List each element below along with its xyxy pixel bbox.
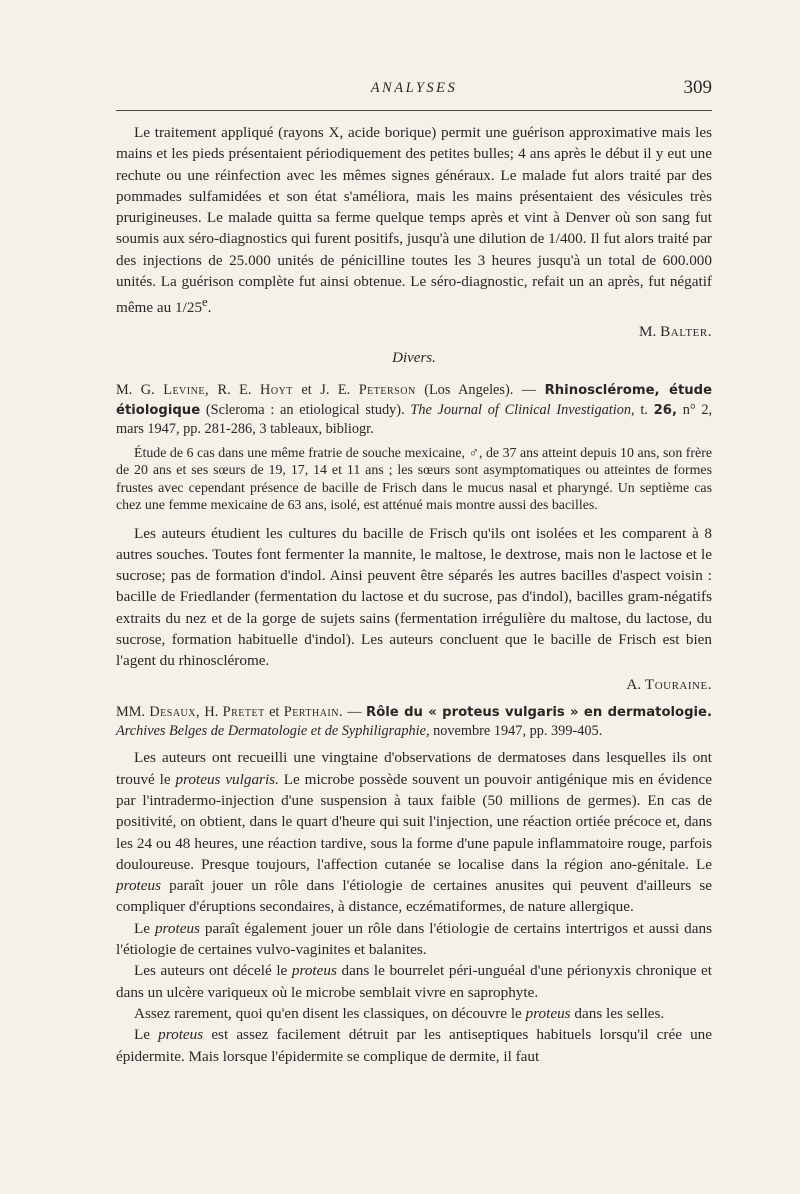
volume-number: 26, (653, 402, 677, 418)
author-name: Pretet (222, 703, 265, 720)
text-run: dans les selles. (574, 1004, 665, 1022)
article1-signature (116, 321, 712, 342)
article1-paragraph (116, 122, 712, 319)
text-run: paraît jouer un rôle dans l'étiologie de certaines anusites qui peuvent d'ailleurs se compliquer d'éruptions secondaires, à distance, eczématiformes, de nature allergique. (116, 877, 712, 916)
issue-details: novembre 1947, pp. 399-405. (433, 723, 603, 740)
header-rule (116, 110, 712, 111)
author-initials: J. E. (320, 382, 351, 399)
journal-name: The Journal of Clinical Investigation, (410, 401, 635, 418)
conjunction: et (301, 382, 312, 399)
section-title: Divers. (392, 350, 436, 367)
author-initials: H. (204, 703, 219, 720)
text-run: paraît également jouer un rôle dans l'étiologie de certains intertrigos et aussi dans l'étiologie de certaines vulvo-vaginites et balanites. (116, 919, 712, 959)
italic-term: proteus (116, 877, 161, 895)
article3-paragraph-3 (116, 960, 712, 1003)
article1-superscript: e (202, 295, 208, 310)
issue-details: n° 2, mars 1947, pp. 281-286, 3 tableaux, bibliogr. (116, 401, 713, 437)
page-header (116, 76, 712, 106)
italic-term: proteus (291, 962, 337, 980)
text-run: Le (134, 1026, 151, 1044)
author-name: Peterson (358, 382, 416, 399)
author-initials: R. E. (217, 382, 252, 399)
dash: — (347, 703, 362, 720)
article2-abstract: Étude de 6 cas dans une même fratrie de souche mexicaine, ♂, de 37 ans atteint depuis 10 ans, son frère de 20 ans et ses sœurs de 19, 17, 14 et 11 ans ; les sœurs sont asymptomatiques ou atteintes de formes frustes avec cependant présence de bacille de Frisch dans le mucus nasal et pharyngé. Un septième cas chez une femme mexicaine de 63 ans, isolé, est atténué mais montre aussi des bacilles. (116, 445, 712, 514)
text-run: Le microbe possède souvent un pouvoir antigénique mis en évidence par l'intradermo-injection d'une suspension à taux faible (50 millions de germes). En cas de positivité, on obtient, dans le quart d'heure qui suit l'injection, une réaction ortiée précoce et, dans les 24 ou 48 heures, une réaction tardive, sous la forme d'une papule inflammatoire rouge, parfois douloureuse. Presque toujours, l'affection cutanée se localise dans la région ano-génitale. Le (116, 770, 713, 873)
article2-header (116, 381, 712, 438)
article3-header (116, 703, 712, 740)
article3-paragraph-5 (116, 1024, 712, 1067)
italic-term: proteus (158, 1026, 204, 1044)
article-title: Rôle du « proteus vulgaris » en dermatologie. (366, 704, 713, 720)
article-title: Rhinosclérome, étude étiologique (116, 383, 713, 418)
italic-term: proteus (154, 919, 200, 937)
text-run: est assez facilement détruit par les antiseptiques habituels lorsqu'il crée une épidermite. Mais lorsque l'épidermite se complique de dermite, il faut (116, 1026, 713, 1065)
text-run: Le (134, 919, 151, 937)
article1-text-end: . (207, 299, 212, 317)
volume-prefix: t. (640, 401, 648, 418)
author-initials: M. G. (116, 382, 155, 399)
signature-name: Touraine. (644, 675, 712, 693)
running-title: ANALYSES (370, 80, 458, 96)
article2-paragraph: Les auteurs étudient les cultures du bacille de Frisch qu'ils ont isolées et les comparent à 8 autres souches. Toutes font fermenter la mannite, le maltose, le dextrose, mais non le lactose et le sucrose; pas de formation d'indol. Ainsi peuvent être séparés les autres bacilles d'aspect voisin : bacille de Friedlander (fermentation du lactose et du sucrose, pas d'indol), bacilles gram-négatifs extraits du nez et de la gorge de sujets sains (fermentation irrégulière du maltose, du lactose, du sucrose, formation habituelle d'indol). Les auteurs concluent que le bacille de Frisch est bien l'agent du rhinosclérome. (116, 524, 712, 670)
article1-text: Le traitement appliqué (rayons X, acide borique) permit une guérison approximative mais les mains et les pieds présentaient périodiquement des petites bulles; 4 ans après le début il y eut une rechute ou une réinfection avec les mêmes signes généraux. Le malade fut alors traité par des pommades sulfamidées et son état s'améliora, mais les mains présentaient des vésicules très prurigineuses. Le malade quitta sa ferme quelque temps après et vint à Denver où son sang fut soumis aux séro-diagnostics qui furent positifs, jusqu'à une dilution de 1/400. Il fut alors traité par des injections de 25.000 unités de pénicilline toutes les 3 heures jusqu'à un total de 600.000 unités. La guérison complète fut ainsi obtenue. Le séro-diagnostic, refait un an après, fut négatif même au 1/25 (116, 124, 712, 317)
italic-term: proteus vulgaris. (175, 770, 279, 788)
signature-name: Balter. (660, 322, 712, 340)
journal-name: Archives Belges de Dermatologie et de Syphiligraphie, (116, 723, 430, 740)
page-number: 309 (683, 77, 712, 98)
page-content (116, 122, 712, 1067)
author-prefix: MM. (116, 703, 145, 720)
author-name: Hoyt (260, 382, 293, 399)
text-run: Assez rarement, quoi qu'en disent les classiques, on découvre le (134, 1004, 522, 1022)
article-subtitle: (Scleroma : an etiological study). (205, 401, 405, 418)
signature-initial: M. (639, 322, 657, 340)
conjunction: et (269, 703, 280, 720)
author-name: Levine, (163, 382, 210, 399)
text-run: Les auteurs ont décelé le (134, 962, 288, 980)
article2-signature (116, 674, 712, 695)
text-run: Les auteurs ont recueilli une vingtaine d'observations de dermatoses dans lesquelles ils ont trouvé le (116, 749, 712, 788)
author-name: Desaux, (149, 703, 201, 720)
italic-term: proteus (525, 1004, 571, 1022)
article3-paragraph-4 (116, 1003, 712, 1024)
article3-paragraph-2 (116, 918, 712, 961)
signature-initial: A. (626, 675, 642, 693)
text-run: dans le bourrelet péri-unguéal d'une périonyxis chronique et dans un ulcère variqueux où le microbe semblait vivre en saprophyte. (116, 962, 713, 1001)
author-location: (Los Angeles). — (424, 382, 537, 399)
author-name: Perthain. (283, 703, 344, 720)
article3-paragraph-1 (116, 747, 712, 917)
